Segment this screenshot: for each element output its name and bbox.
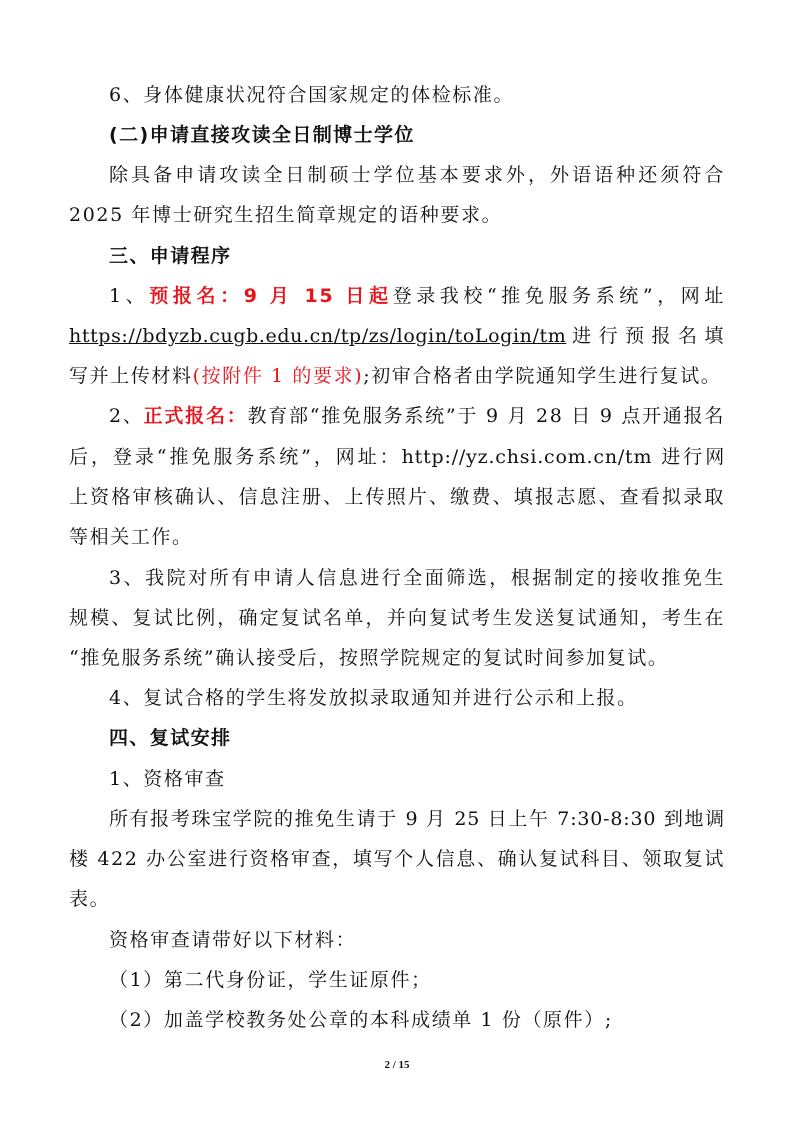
step-3-line-2: 规模、复试比例，确定复试名单，并向复试考生发送复试通知，考生在 (69, 607, 725, 629)
step-1-number: 1、 (109, 285, 150, 307)
step-1-text: 登录我校“推免服务系统”，网址 (392, 285, 725, 307)
step-3-line-1: 3、我院对所有申请人信息进行全面筛选，根据制定的接收推免生 (109, 567, 725, 589)
registration-system-link[interactable]: https://bdyzb.cugb.edu.cn/tp/zs/login/toLogin/tm (69, 325, 567, 347)
step-4: 4、复试合格的学生将发放拟录取通知并进行公示和上报。 (109, 687, 638, 709)
step-3-line-3: “推免服务系统”确认接受后，按照学院规定的复试时间参加复试。 (69, 647, 669, 669)
materials-intro: 资格审查请带好以下材料： (109, 929, 357, 951)
section-heading-reexam: 四、复试安排 (109, 727, 232, 749)
material-item-1: （1）第二代身份证，学生证原件； (109, 969, 432, 991)
attachment-note: (按附件 1 的要求) (192, 365, 364, 387)
section-heading-procedure: 三、申请程序 (109, 245, 232, 267)
step-1-upload-text: 写并上传材料 (69, 365, 193, 387)
formal-registration-highlight: 正式报名： (143, 405, 248, 427)
step-1-line-3 (69, 364, 725, 388)
step-2-line-1 (109, 404, 725, 428)
page-number: 2 / 15 (384, 1059, 410, 1071)
review-text-line-1: 所有报考珠宝学院的推免生请于 9 月 25 日上午 7:30-8:30 到地调 (109, 808, 725, 830)
step-1-url-suffix: 进行预报名填 (566, 325, 725, 347)
step-1-review-text: ;初审合格者由学院通知学生进行复试。 (363, 365, 722, 387)
step-2-line-2: 后，登录“推免服务系统”，网址：http://yz.chsi.com.cn/tm 进行网 (69, 446, 725, 468)
doctoral-text-line-2: 2025 年博士研究生招生简章规定的语种要求。 (69, 204, 503, 226)
pre-registration-highlight: 预报名：9 月 15 日起 (149, 285, 393, 307)
doctoral-text-line-1: 除具备申请攻读全日制硕士学位基本要求外，外语语种还须符合 (109, 164, 725, 186)
step-1-line-2 (69, 324, 725, 348)
review-text-line-2: 楼 422 办公室进行资格审查，填写个人信息、确认复试科目、领取复试 (69, 848, 725, 870)
step-2-number: 2、 (109, 405, 144, 427)
material-item-2: （2）加盖学校教务处公章的本科成绩单 1 份（原件）; (109, 1009, 613, 1031)
section-heading-doctoral: (二)申请直接攻读全日制博士学位 (109, 124, 415, 146)
step-2-text: 教育部“推免服务系统”于 9 月 28 日 9 点开通报名 (247, 405, 725, 427)
review-text-line-3: 表。 (69, 888, 111, 910)
requirement-6: 6、身体健康状况符合国家规定的体检标准。 (109, 84, 515, 106)
step-1-line-1 (109, 284, 725, 308)
step-2-line-4: 等相关工作。 (69, 526, 193, 548)
qualification-review-heading: 1、资格审查 (109, 768, 226, 790)
step-2-line-3: 上资格审核确认、信息注册、上传照片、缴费、填报志愿、查看拟录取 (69, 486, 725, 508)
